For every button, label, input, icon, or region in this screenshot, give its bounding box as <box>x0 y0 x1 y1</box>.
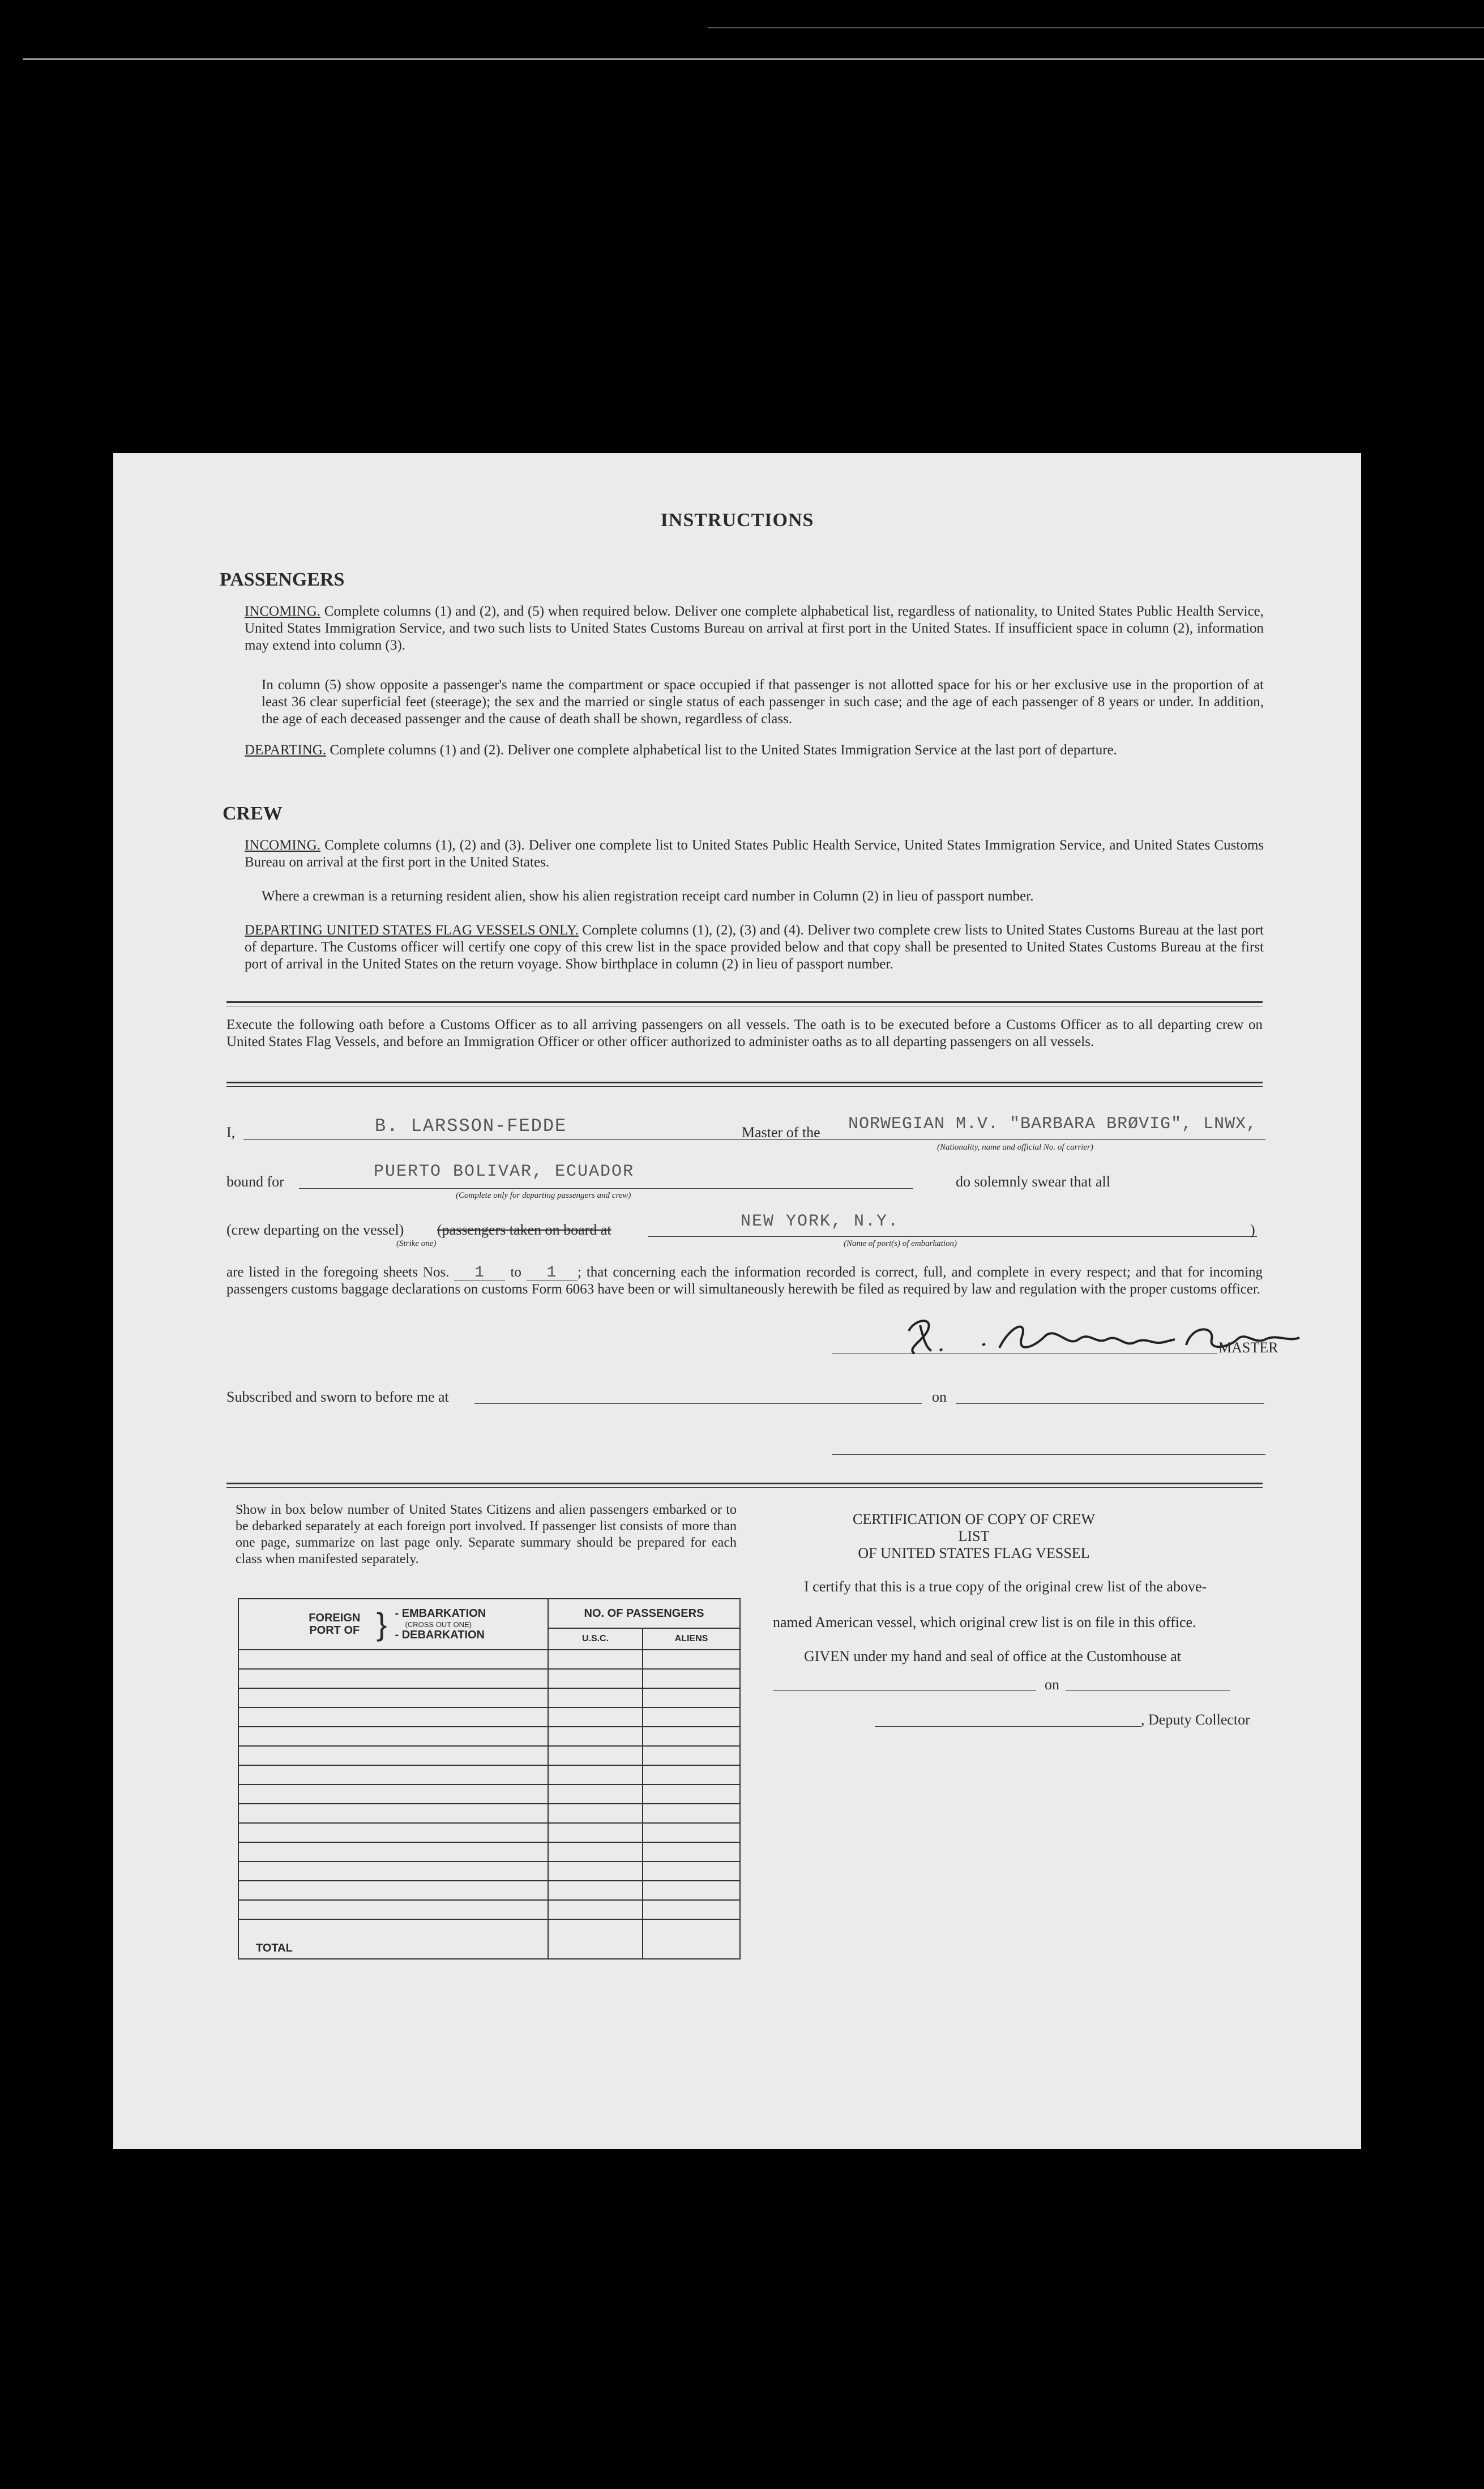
crew-resident-paragraph: Where a crewman is a returning resident alien, show his alien registration receipt card number in Column (2) in lieu of passport number. <box>262 889 1034 904</box>
passengers-incoming-text: Complete columns (1) and (2), and (5) when required below. Deliver one complete alphabetical list, regardless of nationality, to United States Public Health Service, United States Immigration Service, and two such lists to United States Customs Bureau on arrival at first port in the United States. If insufficient space in column (2), information may extend into column (3). <box>245 604 1264 653</box>
passenger-summary-table <box>238 1598 741 1959</box>
document-page <box>113 453 1361 2149</box>
cross-out-label: (CROSS OUT ONE) <box>405 1620 472 1629</box>
divider <box>226 1082 1263 1083</box>
passengers-departing-paragraph <box>245 742 1264 759</box>
officer-signature-line <box>832 1454 1265 1455</box>
subscribed-place-line <box>474 1403 922 1404</box>
listed-paragraph <box>226 1264 1263 1298</box>
no-passengers-header: NO. OF PASSENGERS <box>548 1599 740 1628</box>
divider <box>226 1001 1263 1003</box>
passengers-departing-label: DEPARTING. <box>245 742 327 758</box>
master-of-label: Master of the <box>742 1124 820 1141</box>
oath-i-label: I, <box>226 1124 236 1141</box>
master-name-value: B. LARSSON-FEDDE <box>375 1116 567 1137</box>
passengers-incoming-paragraph <box>245 603 1264 654</box>
passengers-heading: PASSENGERS <box>220 569 345 590</box>
bound-for-caption: (Complete only for departing passengers and crew) <box>456 1191 631 1200</box>
table-row <box>238 1900 740 1919</box>
usc-header: U.S.C. <box>548 1628 643 1650</box>
table-row <box>238 1688 740 1707</box>
deputy-collector-label: , Deputy Collector <box>1141 1711 1250 1728</box>
certification-date-line <box>1066 1690 1230 1691</box>
passengers-column5-paragraph: In column (5) show opposite a passenger's name the compartment or space occupied if that passenger is not allotted space for his or her exclusive use in the proportion of at least 36 clear superficial feet (steerage); the sex and the married or single status of each passenger in such case; and the age of each passenger of 8 years or under. In addition, the age of each deceased passenger and the cause of death shall be shown, regardless of class. <box>262 677 1264 727</box>
table-row <box>238 1804 740 1823</box>
listed-text: ; that concerning each the information recorded is correct, full, and complete in every respect; and that for incoming passengers customs baggage declarations on customs Form 6063 have been or will simultaneously herewith be filed as required by law and regulation with the proper customs officer. <box>226 1265 1263 1297</box>
film-edge-line <box>23 58 1484 60</box>
table-row <box>238 1784 740 1804</box>
sheet-from-value: 1 <box>454 1266 505 1280</box>
table-row <box>238 1765 740 1784</box>
port-value: NEW YORK, N.Y. <box>741 1212 900 1231</box>
crew-departing-paragraph <box>245 922 1264 973</box>
table-row <box>238 1862 740 1881</box>
embarkation-label: - EMBARKATION <box>395 1607 486 1620</box>
debarkation-label: - DEBARKATION <box>395 1628 485 1641</box>
table-row <box>238 1650 740 1669</box>
subscribed-date-line <box>956 1403 1264 1404</box>
table-row <box>238 1842 740 1862</box>
bound-for-line <box>299 1188 913 1189</box>
passengers-taken-label: (passengers taken on board at <box>437 1222 611 1238</box>
crew-departing-label: (crew departing on the vessel) <box>226 1222 404 1238</box>
bound-for-label: bound for <box>226 1173 284 1190</box>
master-label: MASTER <box>1218 1339 1278 1356</box>
subscribed-on-label: on <box>932 1389 947 1405</box>
page-title: INSTRUCTIONS <box>660 510 814 531</box>
film-edge-line <box>708 27 1484 28</box>
vessel-value: NORWEGIAN M.V. "BARBARA BRØVIG", LNWX, <box>848 1115 1258 1134</box>
aliens-header: ALIENS <box>643 1628 740 1650</box>
divider <box>226 1483 1263 1484</box>
certification-title <box>844 1511 1104 1562</box>
passengers-incoming-label: INCOMING. <box>245 604 321 619</box>
crew-incoming-paragraph <box>245 837 1264 871</box>
certification-text3: GIVEN under my hand and seal of office at the Customhouse at <box>804 1648 1181 1664</box>
vessel-line <box>829 1139 1265 1140</box>
certification-on-label: on <box>1045 1676 1059 1693</box>
certification-text2: named American vessel, which original crew list is on file in this office. <box>773 1614 1196 1630</box>
to-label: to <box>510 1265 521 1280</box>
swear-text: do solemnly swear that all <box>956 1173 1110 1190</box>
passengers-departing-text: Complete columns (1) and (2). Deliver one complete alphabetical list to the United States Immigration Service at the last port of departure. <box>330 742 1117 758</box>
total-row <box>238 1919 740 1959</box>
subscribed-label: Subscribed and sworn to before me at <box>226 1389 449 1405</box>
total-label: TOTAL <box>238 1919 548 1959</box>
table-row <box>238 1823 740 1842</box>
crew-incoming-label: INCOMING. <box>245 838 321 853</box>
crew-incoming-text: Complete columns (1), (2) and (3). Deliver one complete list to United States Public Health Service, United States Immigration Service, and United States Customs Bureau on arrival at the first port in the United States. <box>245 838 1264 870</box>
table-row <box>238 1881 740 1900</box>
brace-glyph: } <box>376 1606 387 1642</box>
crew-departing-label: DEPARTING UNITED STATES FLAG VESSELS ONLY. <box>245 923 579 938</box>
bound-for-value: PUERTO BOLIVAR, ECUADOR <box>374 1162 635 1181</box>
strike-one-caption: (Strike one) <box>396 1239 437 1248</box>
foreign-port-label: FOREIGN PORT OF <box>309 1612 361 1637</box>
table-row <box>238 1707 740 1727</box>
table-row <box>238 1669 740 1688</box>
deputy-signature-line <box>875 1726 1141 1727</box>
divider <box>226 1086 1263 1087</box>
vessel-caption: (Nationality, name and official No. of carrier) <box>937 1143 1093 1152</box>
certification-text1: I certify that this is a true copy of the original crew list of the above- <box>804 1578 1207 1595</box>
foreign-port-header <box>238 1599 548 1650</box>
port-caption: (Name of port(s) of embarkation) <box>844 1239 957 1248</box>
certification-title-line1: CERTIFICATION OF COPY OF CREW LIST <box>853 1511 1095 1544</box>
crew-heading: CREW <box>223 803 283 824</box>
table-row <box>238 1727 740 1746</box>
crew-departing-text: Complete columns (1), (2), (3) and (4). Deliver two complete crew lists to United States Customs Bureau at the last port of departure. The Customs officer will certify one copy of this crew list in the space provided below and that copy shall be presented to United States Customs Bureau at the first port of arrival in the United States on the return voyage. Show birthplace in column (2) in lieu of passport number. <box>245 923 1264 972</box>
summary-instructions: Show in box below number of United States Citizens and alien passengers embarked or to be debarked separately at each foreign port involved. If passenger list consists of more than one page, summarize on last page only. Separate summary should be prepared for each class when manifested separately. <box>236 1502 737 1566</box>
divider <box>226 1487 1263 1488</box>
certification-title-line2: OF UNITED STATES FLAG VESSEL <box>858 1545 1090 1561</box>
table-row <box>238 1746 740 1765</box>
listed-label: are listed in the foregoing sheets Nos. <box>226 1265 450 1280</box>
port-line <box>648 1236 1257 1237</box>
oath-intro-paragraph: Execute the following oath before a Customs Officer as to all arriving passengers on all vessels. The oath is to be executed before a Customs Officer as to all departing crew on United States Flag Vessels, and before an Immigration Officer or other officer authorized to administer oaths as to all departing passengers on all vessels. <box>226 1017 1263 1049</box>
customhouse-line <box>773 1690 1036 1691</box>
close-paren: ) <box>1250 1222 1255 1238</box>
sheet-to-value: 1 <box>527 1266 578 1280</box>
